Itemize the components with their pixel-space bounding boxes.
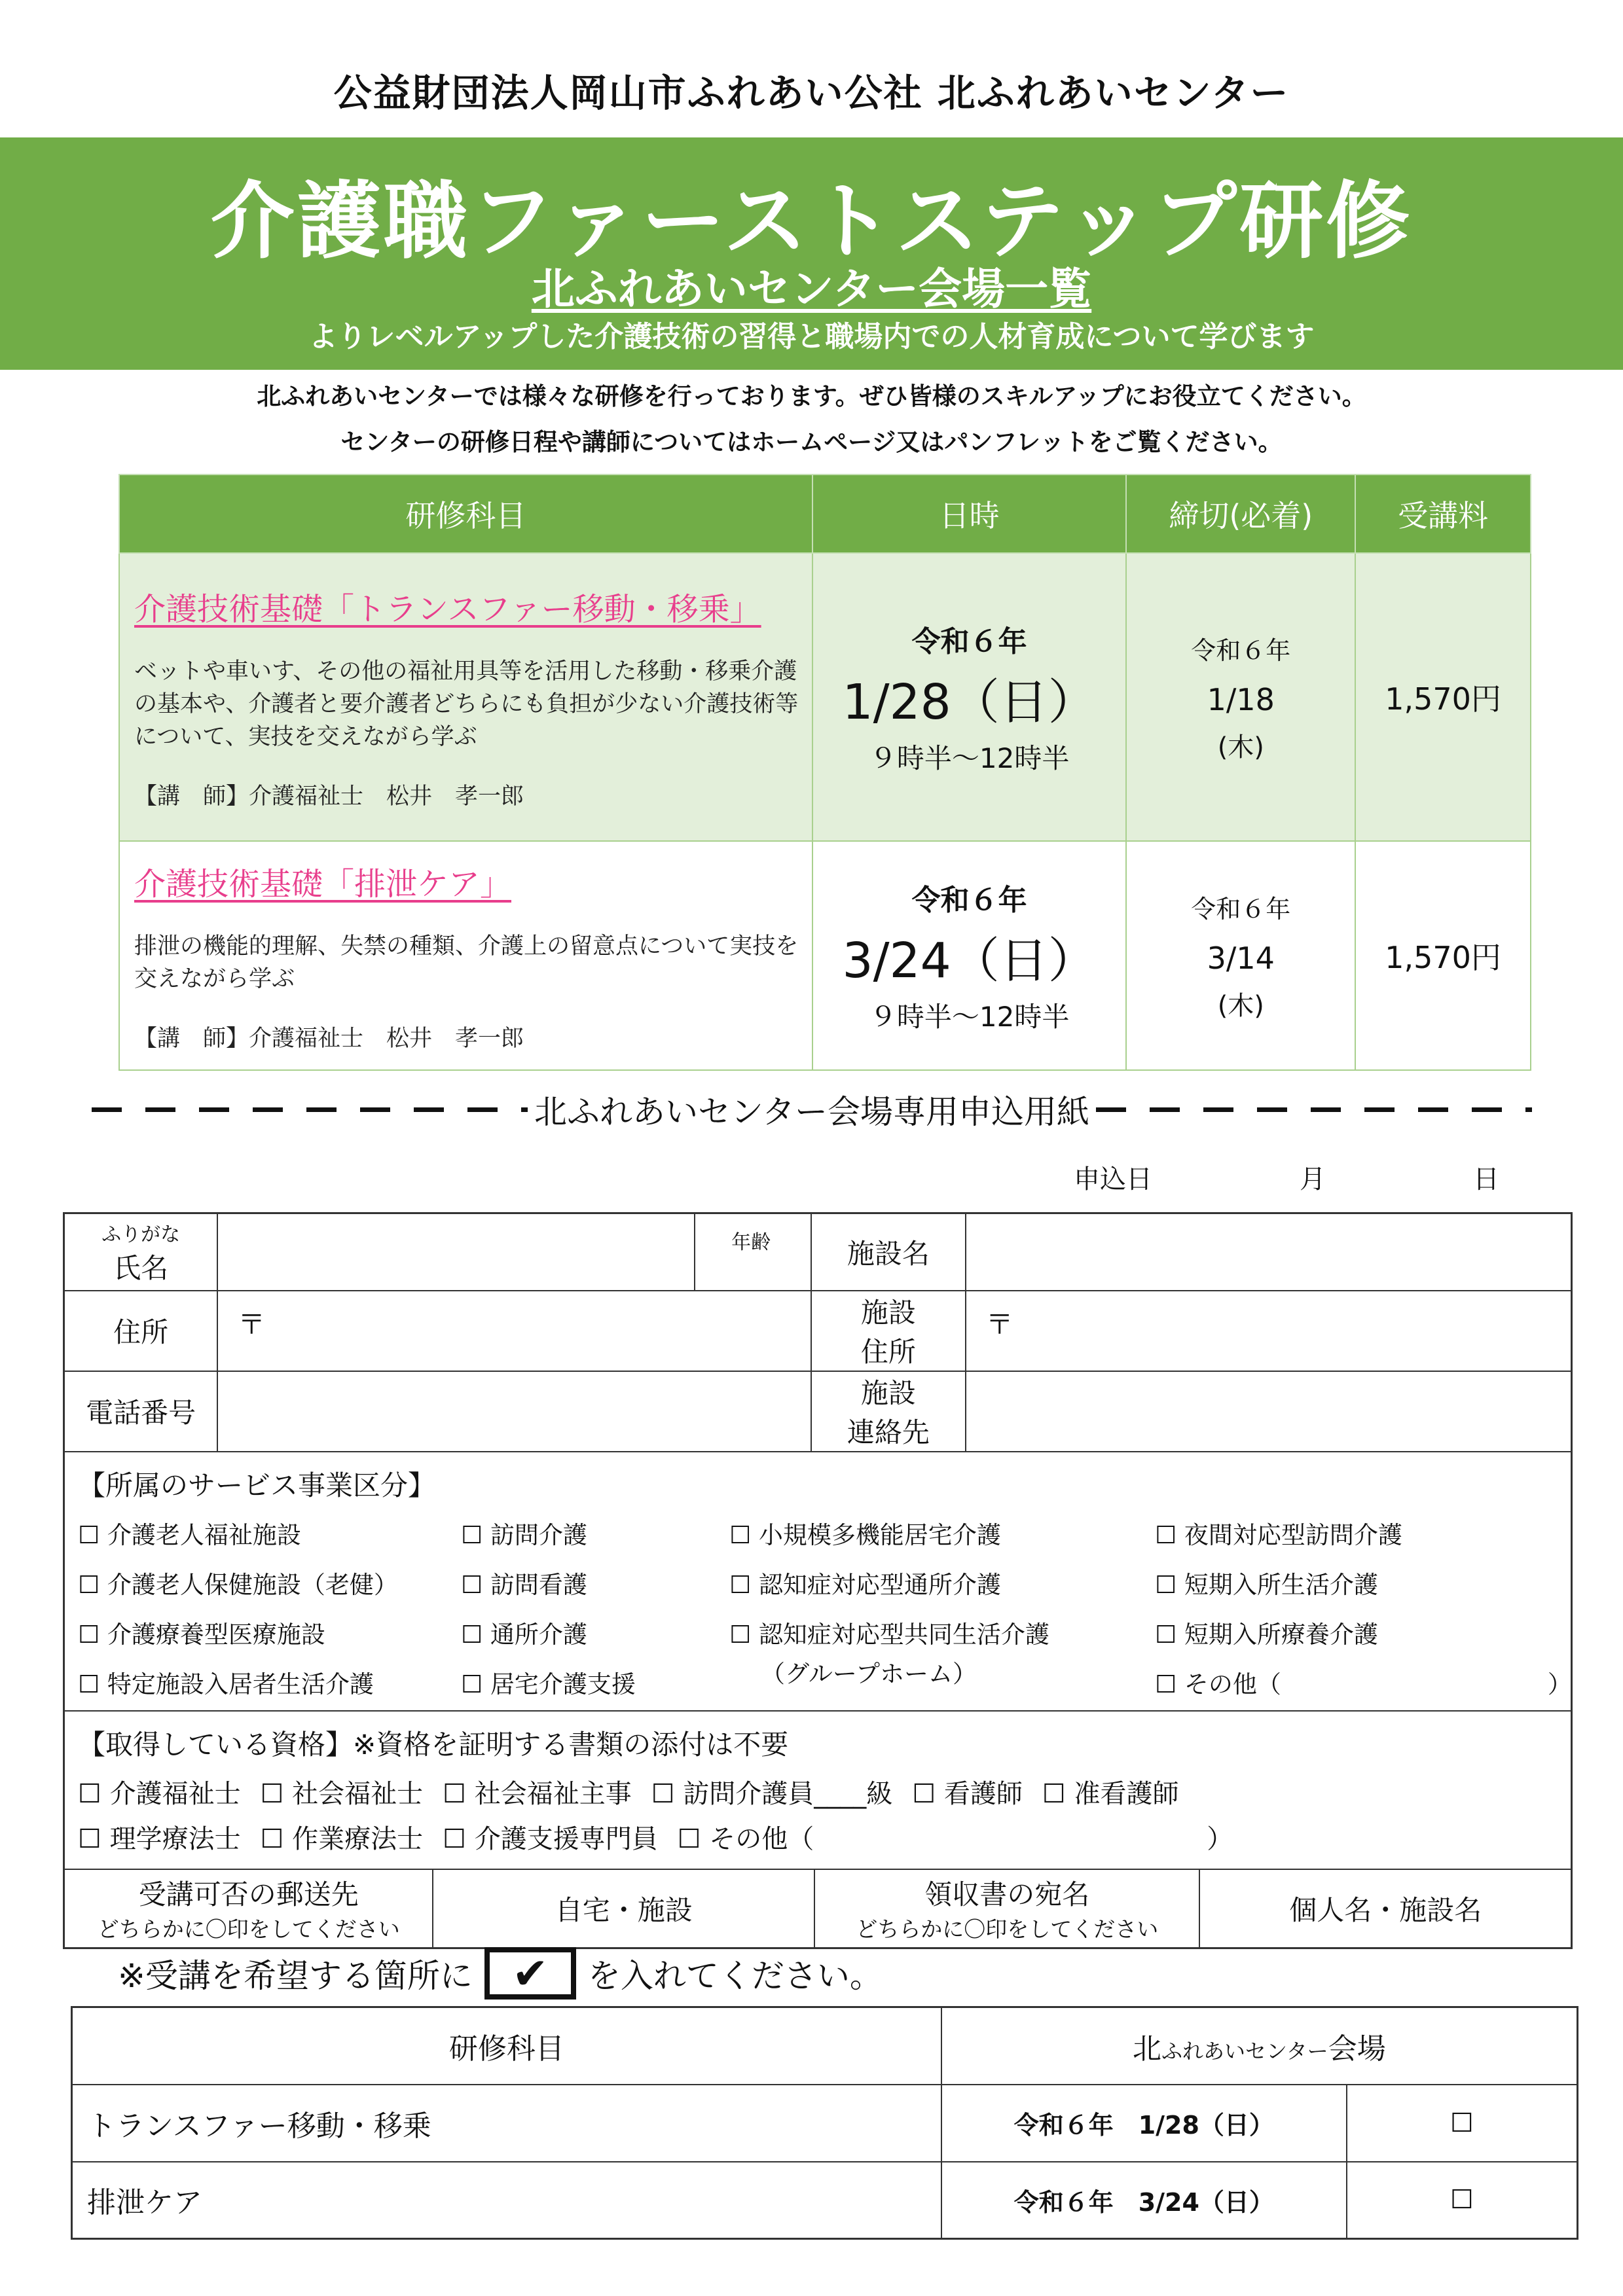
course-table [119,474,1531,1071]
course-datetime-cell [812,841,1127,1070]
header-datetime: 日時 [812,475,1127,553]
name-label-text: 氏名 [113,1251,169,1284]
organization-name: 公益財団法人岡山市ふれあい公社 北ふれあいセンター [333,71,1290,115]
course-time: ９時半～12時半 [869,1001,1070,1033]
page-subtitle: 北ふれあいセンター会場一覧 [531,264,1092,314]
course-name-link[interactable]: 介護技術基礎「トランスファー移動・移乗」 [134,590,761,628]
course-subject-cell [119,553,812,841]
table-row [119,553,1531,841]
course-subject-cell [119,841,812,1070]
apply-day-label[interactable]: 日 [1473,1164,1499,1194]
dashed-line-right [1096,1090,1532,1129]
course-deadline-cell [1126,553,1355,841]
intro-text-2: センターの研修日程や講師についてはホームページ又はパンフレットをご覧ください。 [340,428,1283,456]
course-datetime-cell [812,553,1127,841]
tagline: よりレベルアップした介護技術の習得と職場内での人材育成について学びます [308,320,1315,353]
header-deadline: 締切(必着) [1126,475,1355,553]
facility-contact-label-2: 連絡先 [847,1416,930,1448]
facility-contact-label [811,1371,966,1452]
qualification-section-title: 【取得している資格】※資格を証明する書類の添付は不要 [78,1728,789,1761]
service-option[interactable]: ☐ 通所介護 [461,1620,587,1649]
venue-prefix: 北 [1132,2032,1161,2066]
course-date: 1/28（日） [842,674,1097,730]
course-description: 排泄の機能的理解、失禁の種類、介護上の留意点について実技を交えながら学ぶ [134,933,799,992]
service-option[interactable]: ☐ 介護老人保健施設（老健） [78,1570,398,1599]
facility-address-label [811,1291,966,1371]
service-option[interactable]: ☐ 特定施設入居者生活介護 [78,1670,374,1698]
deadline-era: 令和６年 [1191,636,1291,665]
deadline-day: (木) [1217,991,1264,1021]
service-option[interactable]: ☐ 短期入所生活介護 [1155,1570,1378,1599]
phone-field[interactable] [217,1371,811,1452]
selection-header-venue [941,2007,1578,2085]
selection-subject: トランスファー移動・移乗 [72,2085,941,2162]
service-section [64,1452,1572,1711]
check-instruction [118,1947,883,2000]
service-option[interactable]: ☐ 介護老人福祉施設 [78,1520,301,1549]
check-instruction-before: ※受講を希望する箇所に [118,1957,473,1995]
header-subject: 研修科目 [119,475,812,553]
deadline-date: 1/18 [1207,682,1275,717]
qualification-option[interactable]: ☐ 理学療法士 [78,1823,241,1854]
check-instruction-after: を入れてください。 [587,1957,883,1995]
course-era: 令和６年 [911,625,1027,658]
service-option[interactable]: ☐ 介護療養型医療施設 [78,1620,325,1649]
dashed-line-left [92,1090,528,1129]
selection-checkbox[interactable]: ☐ [1347,2162,1578,2239]
delivery-section [64,1869,1572,1948]
qualification-option[interactable]: ☐ 看護師 [912,1778,1023,1809]
facility-address-field[interactable] [966,1291,1572,1371]
selection-date: 令和６年 1/28（日） [941,2085,1347,2162]
service-option[interactable]: ☐ 認知症対応型通所介護 [729,1570,1001,1599]
check-mark-icon: ✔ [484,1947,576,2000]
facility-contact-field[interactable] [966,1371,1572,1452]
course-instructor: 【講 師】介護福祉士 松井 孝一郎 [134,1025,524,1052]
service-option[interactable]: ☐ 夜間対応型訪問介護 [1155,1520,1402,1549]
qualification-option[interactable]: ☐ 介護福祉士 [78,1778,241,1809]
qualification-option[interactable]: ☐ 准看護師 [1042,1778,1179,1809]
qualification-option[interactable]: ☐ その他（ ） [677,1823,1233,1854]
service-option[interactable]: ☐ 訪問介護 [461,1520,587,1549]
service-option[interactable]: ☐ 短期入所療養介護 [1155,1620,1378,1649]
age-label: 年齢 [731,1231,771,1254]
table-row [119,841,1531,1070]
service-option[interactable]: ☐ 認知症対応型共同生活介護 [729,1620,1049,1649]
selection-subject: 排泄ケア [72,2162,941,2239]
intro-text-1: 北ふれあいセンターでは様々な研修を行っております。ぜひ皆様のスキルアップにお役立てください。 [257,382,1366,410]
mail-to-label [65,1870,433,1947]
receipt-options[interactable]: 個人名・施設名 [1289,1893,1482,1926]
qualification-option[interactable]: ☐ 訪問介護員____級 [651,1778,893,1809]
application-date [1074,1158,1499,1196]
course-fee: 1,570円 [1355,553,1531,841]
mail-to-note: どちらかに〇印をしてください [97,1916,400,1942]
venue-suffix: 会場 [1328,2032,1386,2066]
apply-date-label: 申込日 [1074,1164,1152,1194]
facility-address-label-1: 施設 [860,1297,916,1329]
service-option[interactable]: ☐ 訪問看護 [461,1570,587,1599]
service-option-note: （グループホーム） [761,1659,977,1688]
course-time: ９時半～12時半 [869,742,1070,774]
mail-to-label-text: 受講可否の郵送先 [138,1878,359,1910]
table-row [72,2162,1578,2239]
age-field[interactable] [695,1213,811,1291]
qualification-options-row-2 [65,1814,1571,1859]
name-field[interactable] [217,1213,695,1291]
course-date: 3/24（日） [842,933,1097,989]
page-title: 介護職ファーストステップ研修 [210,173,1413,270]
furigana-label: ふりがな [101,1223,181,1246]
receipt-label [814,1870,1199,1947]
deadline-date: 3/14 [1207,941,1275,976]
course-deadline-cell [1126,841,1355,1070]
service-option[interactable]: ☐ 小規模多機能居宅介護 [729,1520,1001,1549]
postal-mark: 〒 [985,1308,1013,1340]
selection-checkbox[interactable]: ☐ [1347,2085,1578,2162]
deadline-day: (木) [1217,732,1264,762]
facility-address-label-2: 住所 [860,1336,916,1368]
service-option[interactable]: ☐ 居宅介護支援 [461,1670,636,1698]
application-form [63,1212,1573,1949]
service-option[interactable]: ☐ その他（ ） [1155,1670,1572,1698]
postal-mark: 〒 [238,1308,266,1340]
mail-to-options[interactable]: 自宅・施設 [433,1870,814,1947]
venue-name-small: ふれあいセンター [1161,2038,1328,2064]
apply-month-label[interactable]: 月 [1300,1164,1326,1194]
address-label: 住所 [64,1291,218,1371]
phone-label: 電話番号 [64,1371,218,1452]
qualification-option[interactable]: ☐ 社会福祉士 [260,1778,424,1809]
service-options [65,1510,1571,1710]
qualification-option[interactable]: ☐ 社会福祉主事 [443,1778,632,1809]
selection-header-subject: 研修科目 [72,2007,941,2085]
qualification-option[interactable]: ☐ 作業療法士 [260,1823,424,1854]
qualification-option[interactable]: ☐ 介護支援専門員 [443,1823,658,1854]
service-section-title: 【所属のサービス事業区分】 [78,1469,436,1501]
receipt-note: どちらかに〇印をしてください [856,1916,1159,1942]
qualification-options-row-1 [65,1769,1571,1814]
course-description: ベットや車いす、その他の福祉用具等を活用した移動・移乗介護の基本や、介護者と要介護者どちらにも負担が少ない介護技術等について、実技を交えながら学ぶ [134,658,799,750]
course-era: 令和６年 [911,884,1027,917]
header-fee: 受講料 [1355,475,1531,553]
facility-contact-label-1: 施設 [860,1377,916,1409]
qualification-section [64,1711,1572,1869]
name-label [64,1213,218,1291]
course-name-link[interactable]: 介護技術基礎「排泄ケア」 [134,865,512,903]
deadline-era: 令和６年 [1191,895,1291,924]
form-divider [92,1083,1532,1136]
course-fee: 1,570円 [1355,841,1531,1070]
form-section-title: 北ふれあいセンター会場専用申込用紙 [534,1093,1089,1131]
course-selection-table [71,2006,1578,2240]
table-row [72,2085,1578,2162]
address-field[interactable] [217,1291,811,1371]
facility-name-field[interactable] [966,1213,1572,1291]
course-instructor: 【講 師】介護福祉士 松井 孝一郎 [134,783,524,810]
receipt-label-text: 領収書の宛名 [924,1878,1090,1910]
selection-date: 令和６年 3/24（日） [941,2162,1347,2239]
facility-name-label: 施設名 [811,1213,966,1291]
